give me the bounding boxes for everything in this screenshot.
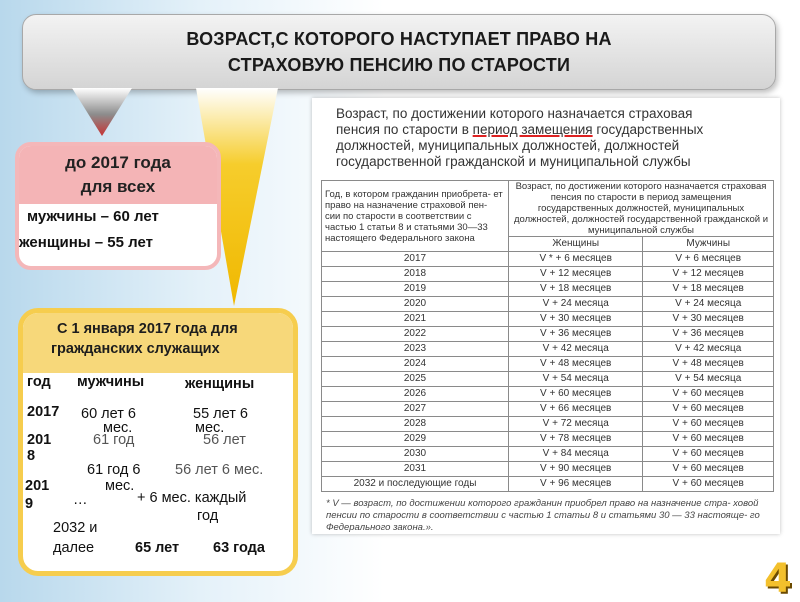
table-cell-year: 2021 <box>322 312 509 327</box>
table-cell-women: V + 36 месяцев <box>509 327 643 342</box>
table-cell-women: V + 66 месяцев <box>509 402 643 417</box>
row-2017-year: 2017 <box>27 404 60 420</box>
law-heading-line-3: должностей, муниципальных должностей, должностей <box>336 138 680 153</box>
row-2032-year: 2032 и <box>53 520 98 536</box>
table-cell-year: 2030 <box>322 447 509 462</box>
table-row <box>322 282 774 297</box>
row-2019-year: 201 <box>25 478 50 494</box>
table-cell-men: V + 6 месяцев <box>643 252 774 267</box>
pre-2017-header <box>19 146 217 204</box>
table-cell-women: V + 78 месяцев <box>509 432 643 447</box>
table-row <box>322 342 774 357</box>
row-2018-year: 201 <box>27 432 52 448</box>
table-cell-men: V + 60 месяцев <box>643 447 774 462</box>
table-cell-year: 2020 <box>322 297 509 312</box>
row-2019-increment: + 6 мес. каждый <box>137 490 247 506</box>
slide-title-line-2: СТРАХОВУЮ ПЕНСИЮ ПО СТАРОСТИ <box>227 55 571 75</box>
law-heading-line-1: Возраст, по достижении которого назначается страховая <box>336 106 693 121</box>
table-cell-women: V + 90 месяцев <box>509 462 643 477</box>
table-row <box>322 312 774 327</box>
table-cell-women: V + 12 месяцев <box>509 267 643 282</box>
row-2018-men-detail-cont: мес. <box>105 478 135 494</box>
table-cell-year: 2028 <box>322 417 509 432</box>
table-row <box>322 357 774 372</box>
civil-servants-header <box>23 313 293 373</box>
table-cell-women: V * + 6 месяцев <box>509 252 643 267</box>
table-cell-year: 2017 <box>322 252 509 267</box>
table-cell-women: V + 48 месяцев <box>509 357 643 372</box>
table-cell-year: 2022 <box>322 327 509 342</box>
table-row <box>322 327 774 342</box>
table-cell-men: V + 24 месяца <box>643 297 774 312</box>
table-row <box>322 447 774 462</box>
table-cell-year: 2018 <box>322 267 509 282</box>
table-cell-women: V + 72 месяца <box>509 417 643 432</box>
table-cell-year: 2024 <box>322 357 509 372</box>
table-cell-men: V + 54 месяца <box>643 372 774 387</box>
row-2019-year-cont: 9 <box>25 496 34 512</box>
row-2017-women: 55 лет 6 <box>193 406 248 422</box>
table-cell-men: V + 36 месяцев <box>643 327 774 342</box>
slide-title-line-1: ВОЗРАСТ,С КОТОРОГО НАСТУПАЕТ ПРАВО НА <box>186 29 612 49</box>
row-2018-women: 56 лет <box>203 432 246 448</box>
table-cell-year: 2031 <box>322 462 509 477</box>
col-header-women: женщины <box>185 376 255 392</box>
table-cell-men: V + 60 месяцев <box>643 402 774 417</box>
table-cell-women: V + 18 месяцев <box>509 282 643 297</box>
table-cell-women: V + 60 месяцев <box>509 387 643 402</box>
law-heading-line-2-start: пенсия по старости в <box>336 122 473 137</box>
table-cell-year: 2019 <box>322 282 509 297</box>
table-cell-men: V + 48 месяцев <box>643 357 774 372</box>
row-2032-men: 65 лет <box>135 540 180 556</box>
row-2032-year-cont: далее <box>53 540 95 556</box>
table-cell-men: V + 12 месяцев <box>643 267 774 282</box>
law-heading-underlined-phrase: период замещения <box>472 122 593 137</box>
table-row <box>322 252 774 267</box>
table-cell-women: V + 30 месяцев <box>509 312 643 327</box>
civil-servants-panel <box>18 308 298 576</box>
table-cell-women: V + 24 месяца <box>509 297 643 312</box>
table-row <box>322 297 774 312</box>
pension-age-table-body <box>322 252 774 492</box>
table-cell-year: 2026 <box>322 387 509 402</box>
table-row <box>322 417 774 432</box>
col-header-year: год <box>27 374 51 390</box>
table-subheader-women: Женщины <box>509 237 643 252</box>
table-row <box>322 402 774 417</box>
row-2018-women-detail: 56 лет 6 мес. <box>175 462 264 478</box>
law-excerpt-document <box>312 98 780 534</box>
slide-title <box>22 14 776 90</box>
men-age-text: мужчины – 60 лет <box>27 208 159 225</box>
table-cell-year: 2025 <box>322 372 509 387</box>
row-2017-men-cont: мес. <box>103 420 133 436</box>
row-2018-year-cont: 8 <box>27 448 36 464</box>
table-cell-women: V + 42 месяца <box>509 342 643 357</box>
law-heading-line-4: государственной гражданской и муниципальной службы <box>336 154 691 169</box>
table-cell-men: V + 60 месяцев <box>643 417 774 432</box>
table-row <box>322 432 774 447</box>
table-cell-men: V + 60 месяцев <box>643 387 774 402</box>
law-excerpt-heading <box>336 106 776 170</box>
women-age-text: женщины – 55 лет <box>19 234 153 251</box>
table-row <box>322 267 774 282</box>
civil-servants-header-line-2: гражданских служащих <box>51 341 220 357</box>
pre-2017-panel <box>15 142 221 270</box>
slide-number: 4 <box>764 556 792 602</box>
table-cell-women: V + 84 месяца <box>509 447 643 462</box>
pension-age-table <box>321 180 774 492</box>
pre-2017-header-line-1: до 2017 года <box>65 153 171 172</box>
table-cell-women: V + 96 месяцев <box>509 477 643 492</box>
pre-2017-header-line-2: для всех <box>80 177 156 196</box>
table-cell-men: V + 30 месяцев <box>643 312 774 327</box>
law-heading-line-2-end: государственных <box>592 122 704 137</box>
gray-funnel-arrow <box>72 88 132 138</box>
col-header-men: мужчины <box>77 374 145 390</box>
table-row <box>322 387 774 402</box>
table-cell-men: V + 18 месяцев <box>643 282 774 297</box>
table-row <box>322 477 774 492</box>
table-row <box>322 372 774 387</box>
table-row <box>322 462 774 477</box>
row-2019-increment-cont: год <box>197 508 219 524</box>
table-cell-year: 2023 <box>322 342 509 357</box>
table-cell-women: V + 54 месяца <box>509 372 643 387</box>
civil-servants-header-line-1: С 1 января 2017 года для <box>57 321 238 337</box>
table-cell-men: V + 42 месяца <box>643 342 774 357</box>
row-2017-women-cont: мес. <box>195 420 225 436</box>
law-heading-line-2 <box>336 122 776 138</box>
row-2019-ellipsis: … <box>73 492 88 508</box>
law-footnote: * V — возраст, по достижении которого гражданин приобрел право на назначение стра- ховой пенсии по старости в соответствии с частью 1 статьи 8 и статьями 30 — 33 настояще- го Федерального закона.». <box>326 498 760 533</box>
row-2018-men: 61 год <box>93 432 135 448</box>
row-2032-women: 63 года <box>213 540 265 556</box>
table-cell-men: V + 60 месяцев <box>643 432 774 447</box>
table-cell-year: 2032 и последующие годы <box>322 477 509 492</box>
row-2017-men: 60 лет 6 <box>81 406 136 422</box>
table-cell-men: V + 60 месяцев <box>643 477 774 492</box>
table-header-age: Возраст, по достижении которого назначается страховая пенсия по старости в период замещения государственных должностей, муниципальных должностей, должностей государственной гражданской и муниципальной службы <box>509 181 774 237</box>
table-subheader-men: Мужчины <box>643 237 774 252</box>
table-cell-men: V + 60 месяцев <box>643 462 774 477</box>
table-cell-year: 2027 <box>322 402 509 417</box>
table-cell-year: 2029 <box>322 432 509 447</box>
table-header-year: Год, в котором гражданин приобрета- ет право на назначение страховой пен- сии по старости в соответствии с частью 1 статьи 8 и статьями 30—33 настоящего Федерального закона <box>322 181 509 252</box>
row-2018-men-detail: 61 год 6 <box>87 462 141 478</box>
